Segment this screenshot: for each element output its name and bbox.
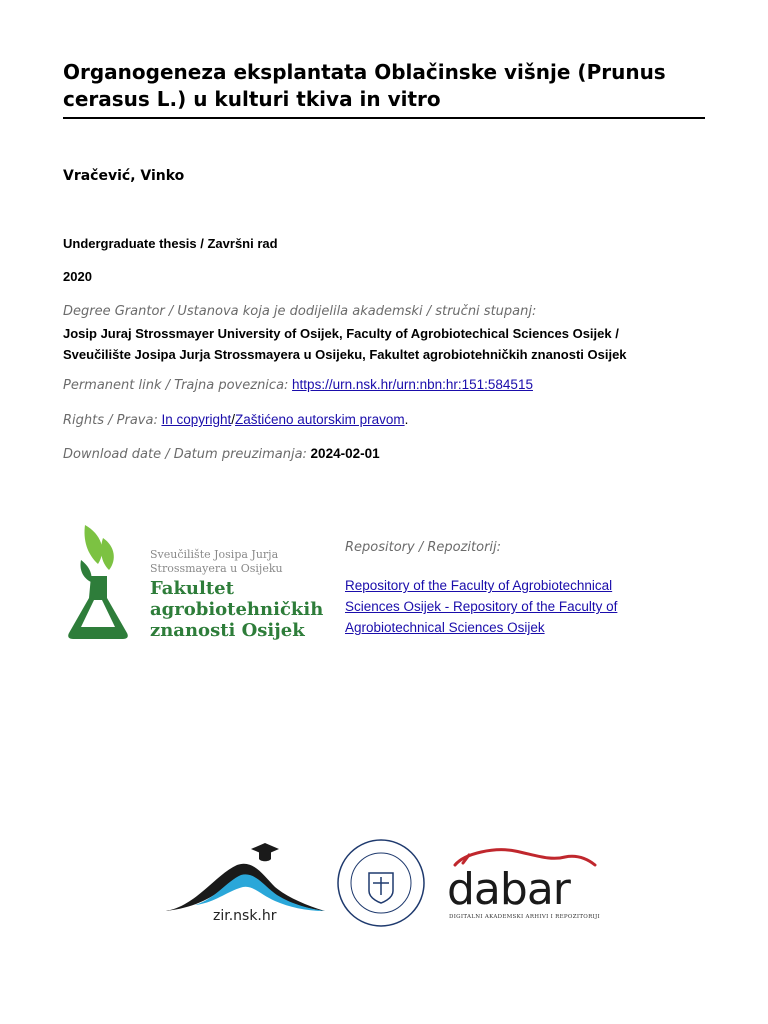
repository-label: Repository / Repozitorij: [345,540,502,555]
author-name: Vračević, Vinko [63,168,185,184]
download-date-label: Download date / Datum preuzimanja: [63,447,307,462]
zir-logo-text: zir.nsk.hr [213,908,277,924]
rights-separator: / [231,412,236,427]
permanent-link-url[interactable]: https://urn.nsk.hr/urn:nbn:hr:151:584515 [292,377,533,392]
repository-link[interactable]: Repository of the Faculty of Agrobiotechnical Sciences Osijek - Repository of the Faculty of Agrobiotechnical Sciences Osijek [345,578,618,635]
degree-grantor-value [63,323,627,365]
dabar-logo-subtitle: DIGITALNI AKADEMSKI ARHIVI I REPOZITORIJI [449,914,600,920]
degree-grantor-line2: Sveučilište Josipa Jurja Strossmayera u Osijeku, Fakultet agrobiotehničkih znanosti Osijek [63,347,627,362]
rights-link-en[interactable]: In copyright [161,412,232,427]
faculty-university-name: Sveučilište Josipa Jurja Strossmayera u Osijeku [150,548,283,575]
degree-grantor-line1: Josip Juraj Strossmayer University of Osijek, Faculty of Agrobiotechical Sciences Osijek / [63,326,619,341]
permanent-link-row [63,377,533,393]
thesis-year: 2020 [63,269,92,284]
rights-link-hr[interactable]: Zaštićeno autorskim pravom [235,412,405,427]
download-date-row [63,446,380,462]
rights-end: . [404,412,409,427]
dabar-beaver-icon [455,850,595,865]
document-title: Organogeneza eksplantata Oblačinske višnje (Prunus cerasus L.) u kulturi tkiva in vitro [63,60,666,111]
thesis-type: Undergraduate thesis / Završni rad [63,236,278,251]
zir-logo-icon [165,843,325,911]
faculty-name: Fakultet agrobiotehničkih znanosti Osijek [150,578,324,641]
degree-grantor-label: Degree Grantor / Ustanova koja je dodijelila akademski / stručni stupanj: [63,304,537,319]
university-seal-icon [338,840,424,926]
title-divider [63,117,705,119]
dabar-logo-text: dabar [447,864,570,915]
rights-row [63,412,408,428]
download-date-value: 2024-02-01 [310,446,380,461]
permanent-link-label: Permanent link / Trajna poveznica: [63,378,289,393]
rights-label: Rights / Prava: [63,413,158,428]
